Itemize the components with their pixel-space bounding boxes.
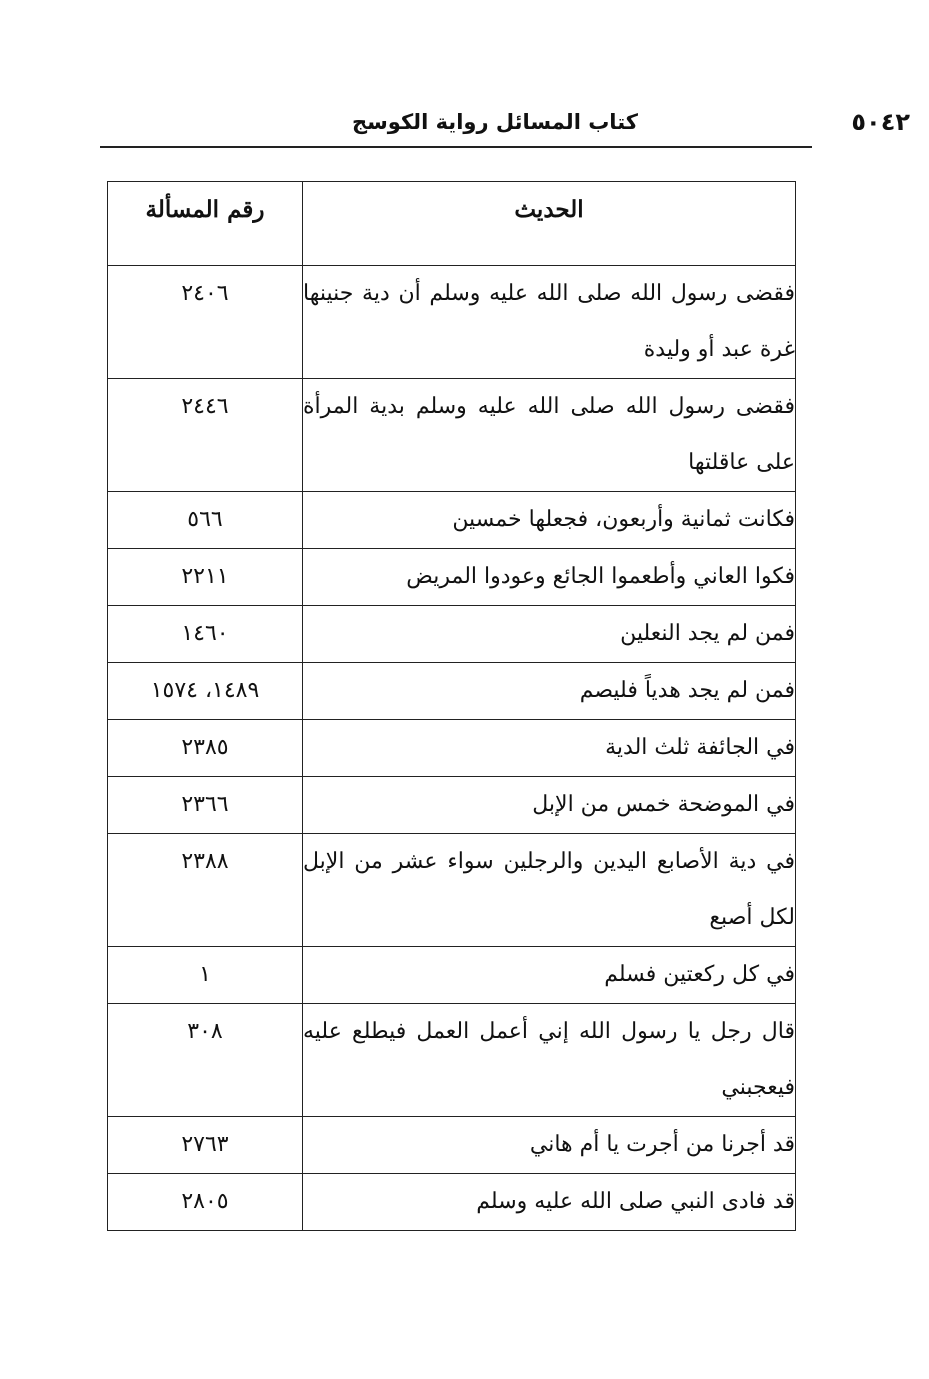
issue-number: ٢٤٤٦: [108, 379, 303, 492]
table-row: [108, 777, 796, 834]
hadith-text: فكانت ثمانية وأربعون، فجعلها خمسين: [303, 492, 796, 549]
table-row: [108, 1117, 796, 1174]
table-header-row: [108, 182, 796, 266]
hadith-text: قد أجرنا من أجرت يا أم هاني: [303, 1117, 796, 1174]
hadith-text: فمن لم يجد النعلين: [303, 606, 796, 663]
hadith-text: في كل ركعتين فسلم: [303, 947, 796, 1004]
issue-number: ٢٣٨٨: [108, 834, 303, 947]
issue-number: ٢٢١١: [108, 549, 303, 606]
table-row: [108, 947, 796, 1004]
page-header: [100, 100, 910, 148]
table-row: [108, 663, 796, 720]
table-row: [108, 266, 796, 379]
issue-number: ٢٨٠٥: [108, 1174, 303, 1231]
hadith-index-table: [107, 181, 796, 1231]
table-row: [108, 379, 796, 492]
column-header-number: رقم المسألة: [108, 182, 303, 266]
issue-number: ١: [108, 947, 303, 1004]
table-row: [108, 720, 796, 777]
issue-number: ٢٤٠٦: [108, 266, 303, 379]
hadith-text: في دية الأصابع اليدين والرجلين سواء عشر من الإبل لكل أصبع: [303, 834, 796, 947]
hadith-text: قد فادى النبي صلى الله عليه وسلم: [303, 1174, 796, 1231]
hadith-text: فمن لم يجد هدياً فليصم: [303, 663, 796, 720]
hadith-text: في الجائفة ثلث الدية: [303, 720, 796, 777]
column-header-hadith: الحديث: [303, 182, 796, 266]
hadith-text: فقضى رسول الله صلى الله عليه وسلم أن دية جنينها غرة عبد أو وليدة: [303, 266, 796, 379]
hadith-text: قال رجل يا رسول الله إني أعمل العمل فيطلع عليه فيعجبني: [303, 1004, 796, 1117]
issue-number: ٥٦٦: [108, 492, 303, 549]
issue-number: ٢٣٨٥: [108, 720, 303, 777]
hadith-text: فقضى رسول الله صلى الله عليه وسلم بدية المرأة على عاقلتها: [303, 379, 796, 492]
issue-number: ١٤٦٠: [108, 606, 303, 663]
issue-number: ١٤٨٩، ١٥٧٤: [108, 663, 303, 720]
table-row: [108, 492, 796, 549]
table-row: [108, 834, 796, 947]
issue-number: ٣٠٨: [108, 1004, 303, 1117]
issue-number: ٢٣٦٦: [108, 777, 303, 834]
issue-number: ٢٧٦٣: [108, 1117, 303, 1174]
page-number: ٥٠٤٢: [851, 108, 910, 136]
table-row: [108, 1174, 796, 1231]
table-row: [108, 549, 796, 606]
hadith-text: فكوا العاني وأطعموا الجائع وعودوا المريض: [303, 549, 796, 606]
book-title: كتاب المسائل رواية الكوسج: [352, 110, 638, 134]
table-row: [108, 1004, 796, 1117]
hadith-text: في الموضحة خمس من الإبل: [303, 777, 796, 834]
table-row: [108, 606, 796, 663]
